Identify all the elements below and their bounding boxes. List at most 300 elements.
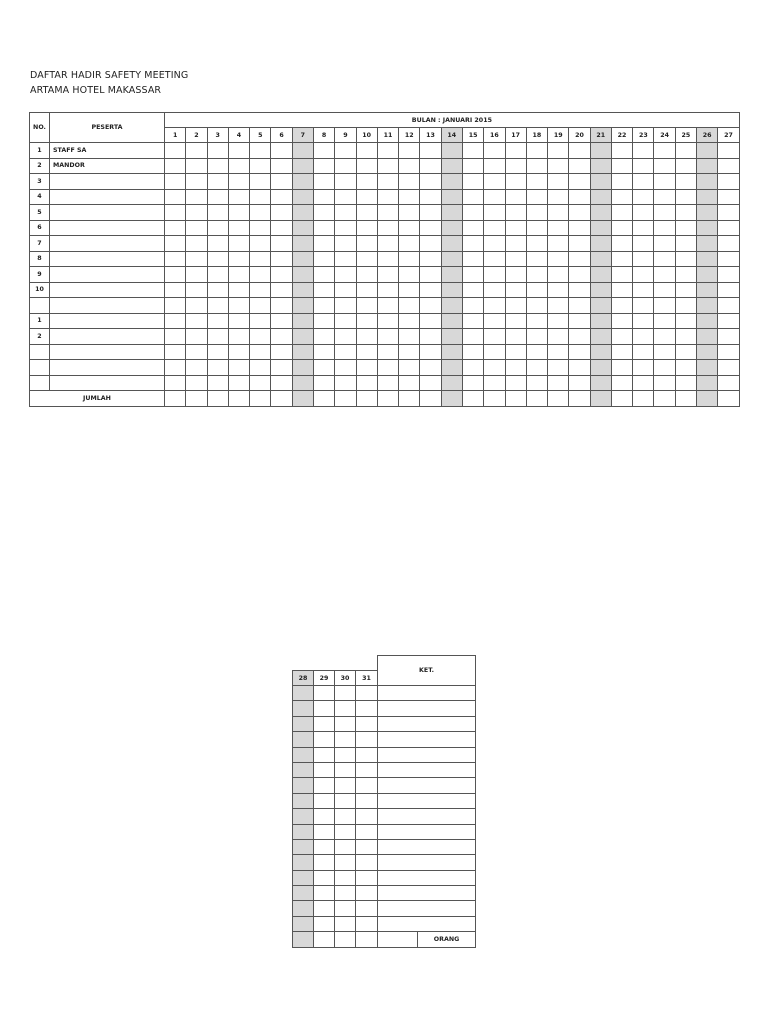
table-row [30, 313, 740, 329]
continuation-header-row [293, 656, 476, 671]
attendance-cell [186, 174, 207, 190]
attendance-cell [611, 360, 632, 376]
attendance-cell [356, 839, 378, 854]
participant-name [50, 375, 165, 391]
attendance-cell [356, 701, 378, 716]
attendance-cell [207, 174, 228, 190]
attendance-cell [548, 313, 569, 329]
attendance-cell [207, 375, 228, 391]
attendance-cell [548, 220, 569, 236]
attendance-cell [356, 143, 377, 159]
attendance-cell [207, 313, 228, 329]
total-cell [569, 391, 590, 407]
attendance-cell [505, 313, 526, 329]
attendance-cell [526, 143, 547, 159]
attendance-cell [718, 282, 739, 298]
row-number: 2 [30, 158, 50, 174]
attendance-cell [335, 344, 356, 360]
attendance-cell [335, 236, 356, 252]
table-row [293, 716, 476, 731]
ket-cell [378, 716, 476, 731]
attendance-cell [420, 189, 441, 205]
attendance-cell [654, 298, 675, 314]
attendance-cell [441, 298, 462, 314]
attendance-cell [207, 298, 228, 314]
attendance-cell [250, 236, 271, 252]
table-row [30, 143, 740, 159]
total-cell [548, 391, 569, 407]
total-cell [271, 391, 292, 407]
attendance-cell [399, 360, 420, 376]
attendance-cell [292, 158, 313, 174]
total-cell [484, 391, 505, 407]
attendance-cell [462, 360, 483, 376]
day-header: 6 [271, 128, 292, 143]
attendance-cell [356, 251, 377, 267]
attendance-cell [314, 824, 335, 839]
participant-name [50, 251, 165, 267]
attendance-cell [250, 375, 271, 391]
total-cell [441, 391, 462, 407]
attendance-cell [228, 220, 249, 236]
attendance-cell [335, 747, 356, 762]
attendance-cell [441, 360, 462, 376]
day-header: 11 [377, 128, 398, 143]
attendance-cell [505, 329, 526, 345]
attendance-cell [654, 174, 675, 190]
day-header: 22 [611, 128, 632, 143]
attendance-cell [271, 189, 292, 205]
attendance-cell [548, 329, 569, 345]
attendance-cell [335, 298, 356, 314]
attendance-cell [548, 375, 569, 391]
attendance-cell [505, 158, 526, 174]
attendance-cell [314, 901, 335, 916]
participant-name [50, 174, 165, 190]
attendance-cell [420, 158, 441, 174]
attendance-cell [654, 205, 675, 221]
attendance-cell [165, 174, 186, 190]
participant-name [50, 267, 165, 283]
table-row [30, 298, 740, 314]
attendance-cell [633, 267, 654, 283]
ket-cell [378, 762, 476, 777]
table-row [30, 267, 740, 283]
attendance-cell [633, 251, 654, 267]
attendance-cell [462, 143, 483, 159]
attendance-cell [718, 220, 739, 236]
attendance-cell [313, 220, 334, 236]
attendance-cell [271, 158, 292, 174]
participant-name: STAFF SA [50, 143, 165, 159]
attendance-cell [633, 158, 654, 174]
attendance-cell [356, 855, 378, 870]
attendance-cell [697, 282, 718, 298]
attendance-cell [697, 267, 718, 283]
attendance-cell [718, 143, 739, 159]
attendance-cell [228, 251, 249, 267]
attendance-cell [484, 205, 505, 221]
day-header: 9 [335, 128, 356, 143]
attendance-cell [186, 360, 207, 376]
attendance-cell [228, 344, 249, 360]
attendance-cell [292, 236, 313, 252]
attendance-cell [611, 344, 632, 360]
attendance-cell [335, 174, 356, 190]
total-cell [165, 391, 186, 407]
row-number: 7 [30, 236, 50, 252]
attendance-cell [675, 251, 696, 267]
attendance-cell [633, 329, 654, 345]
attendance-cell [441, 375, 462, 391]
day-header: 13 [420, 128, 441, 143]
attendance-cell [335, 716, 356, 731]
attendance-cell [462, 174, 483, 190]
attendance-cell [697, 298, 718, 314]
attendance-cell [718, 236, 739, 252]
table-row [293, 732, 476, 747]
attendance-cell [399, 313, 420, 329]
attendance-cell [335, 809, 356, 824]
attendance-cell [462, 313, 483, 329]
attendance-cell [484, 360, 505, 376]
attendance-cell [569, 375, 590, 391]
ket-cell [378, 916, 476, 931]
attendance-cell [484, 220, 505, 236]
attendance-cell [441, 143, 462, 159]
attendance-cell [462, 267, 483, 283]
attendance-cell [271, 174, 292, 190]
attendance-cell [441, 205, 462, 221]
participant-name [50, 360, 165, 376]
document-subtitle: ARTAMA HOTEL MAKASSAR [30, 85, 162, 96]
attendance-cell [462, 282, 483, 298]
day-header: 29 [314, 671, 335, 686]
attendance-cell [420, 329, 441, 345]
attendance-cell [335, 267, 356, 283]
attendance-cell [335, 686, 356, 701]
attendance-cell [250, 282, 271, 298]
attendance-cell [186, 282, 207, 298]
attendance-cell [420, 267, 441, 283]
attendance-cell [356, 329, 377, 345]
day-header: 20 [569, 128, 590, 143]
attendance-cell [505, 236, 526, 252]
attendance-cell [633, 360, 654, 376]
attendance-cell [228, 282, 249, 298]
participant-name [50, 220, 165, 236]
attendance-cell [654, 282, 675, 298]
attendance-cell [314, 886, 335, 901]
attendance-cell [207, 360, 228, 376]
attendance-cell [271, 298, 292, 314]
ket-cell [378, 870, 476, 885]
table-row [293, 901, 476, 916]
attendance-cell [293, 701, 314, 716]
attendance-cell [420, 143, 441, 159]
attendance-cell [484, 329, 505, 345]
attendance-cell [228, 329, 249, 345]
attendance-cell [250, 189, 271, 205]
attendance-cell [590, 282, 611, 298]
ket-cell [378, 855, 476, 870]
attendance-cell [718, 375, 739, 391]
attendance-cell [377, 282, 398, 298]
attendance-cell [271, 236, 292, 252]
attendance-cell [356, 870, 378, 885]
attendance-cell [314, 916, 335, 931]
attendance-cell [548, 189, 569, 205]
total-cell [356, 932, 378, 947]
ket-cell [378, 901, 476, 916]
day-header: 12 [399, 128, 420, 143]
attendance-cell [611, 220, 632, 236]
total-count-cell [378, 932, 418, 947]
attendance-cell [165, 360, 186, 376]
attendance-cell [569, 143, 590, 159]
attendance-cell [697, 313, 718, 329]
attendance-cell [675, 220, 696, 236]
attendance-cell [292, 344, 313, 360]
attendance-cell [186, 313, 207, 329]
col-header-ket: KET. [378, 656, 476, 686]
attendance-cell [377, 189, 398, 205]
attendance-cell [590, 189, 611, 205]
attendance-cell [462, 158, 483, 174]
total-cell [293, 932, 314, 947]
attendance-cell [718, 298, 739, 314]
row-number: 2 [30, 329, 50, 345]
attendance-cell [207, 329, 228, 345]
attendance-cell [165, 251, 186, 267]
total-cell [228, 391, 249, 407]
attendance-cell [293, 716, 314, 731]
attendance-cell [697, 360, 718, 376]
attendance-cell [569, 205, 590, 221]
attendance-cell [633, 344, 654, 360]
attendance-cell [356, 778, 378, 793]
attendance-cell [590, 313, 611, 329]
attendance-cell [654, 143, 675, 159]
row-number [30, 360, 50, 376]
attendance-cell [484, 158, 505, 174]
attendance-cell [271, 282, 292, 298]
col-header-no: NO. [30, 113, 50, 143]
attendance-cell [441, 313, 462, 329]
attendance-cell [399, 282, 420, 298]
attendance-cell [441, 236, 462, 252]
attendance-cell [611, 329, 632, 345]
attendance-cell [548, 236, 569, 252]
attendance-cell [377, 251, 398, 267]
attendance-cell [718, 344, 739, 360]
day-header: 3 [207, 128, 228, 143]
attendance-cell [654, 220, 675, 236]
attendance-cell [718, 205, 739, 221]
participant-name [50, 189, 165, 205]
table-row [293, 747, 476, 762]
attendance-cell [293, 747, 314, 762]
attendance-cell [293, 809, 314, 824]
attendance-cell [399, 344, 420, 360]
attendance-cell [611, 375, 632, 391]
attendance-cell [675, 360, 696, 376]
total-cell [697, 391, 718, 407]
attendance-cell [718, 251, 739, 267]
total-cell [314, 932, 335, 947]
attendance-cell [399, 220, 420, 236]
attendance-cell [335, 158, 356, 174]
attendance-cell [505, 189, 526, 205]
attendance-cell [377, 267, 398, 283]
document-title: DAFTAR HADIR SAFETY MEETING [30, 70, 189, 81]
attendance-cell [377, 236, 398, 252]
participant-name [50, 313, 165, 329]
table-row [293, 839, 476, 854]
attendance-cell [420, 375, 441, 391]
attendance-cell [292, 143, 313, 159]
attendance-cell [292, 282, 313, 298]
attendance-cell [356, 762, 378, 777]
attendance-cell [271, 329, 292, 345]
day-header: 21 [590, 128, 611, 143]
attendance-cell [462, 236, 483, 252]
attendance-cell [186, 375, 207, 391]
attendance-cell [186, 329, 207, 345]
attendance-cell [228, 298, 249, 314]
attendance-cell [335, 329, 356, 345]
col-header-peserta: PESERTA [50, 113, 165, 143]
attendance-cell [335, 732, 356, 747]
attendance-cell [399, 189, 420, 205]
attendance-cell [441, 189, 462, 205]
attendance-cell [377, 298, 398, 314]
table-row [30, 174, 740, 190]
attendance-cell [590, 143, 611, 159]
table-row [30, 360, 740, 376]
attendance-cell [675, 143, 696, 159]
total-unit-label: ORANG [418, 932, 476, 947]
attendance-cell [526, 158, 547, 174]
attendance-cell [165, 205, 186, 221]
attendance-cell [441, 344, 462, 360]
attendance-cell [675, 344, 696, 360]
attendance-cell [718, 360, 739, 376]
attendance-cell [377, 143, 398, 159]
ket-cell [378, 686, 476, 701]
attendance-table [29, 112, 740, 407]
attendance-cell [399, 251, 420, 267]
attendance-cell [590, 158, 611, 174]
attendance-cell [697, 143, 718, 159]
row-number: 4 [30, 189, 50, 205]
attendance-cell [207, 267, 228, 283]
attendance-cell [697, 375, 718, 391]
attendance-cell [611, 143, 632, 159]
attendance-cell [611, 313, 632, 329]
attendance-cell [313, 236, 334, 252]
attendance-cell [569, 298, 590, 314]
table-row [30, 205, 740, 221]
attendance-cell [165, 189, 186, 205]
attendance-cell [356, 282, 377, 298]
attendance-cell [548, 344, 569, 360]
attendance-cell [356, 220, 377, 236]
day-header: 4 [228, 128, 249, 143]
day-header: 19 [548, 128, 569, 143]
attendance-cell [293, 839, 314, 854]
attendance-cell [313, 251, 334, 267]
attendance-cell [526, 236, 547, 252]
day-header: 16 [484, 128, 505, 143]
attendance-cell [356, 686, 378, 701]
attendance-cell [165, 329, 186, 345]
attendance-cell [548, 251, 569, 267]
total-cell [207, 391, 228, 407]
attendance-cell [399, 236, 420, 252]
attendance-cell [675, 267, 696, 283]
attendance-cell [675, 158, 696, 174]
attendance-cell [611, 267, 632, 283]
attendance-cell [186, 236, 207, 252]
table-row [30, 158, 740, 174]
attendance-cell [250, 344, 271, 360]
attendance-cell [314, 839, 335, 854]
attendance-cell [186, 143, 207, 159]
table-row [293, 762, 476, 777]
attendance-cell [462, 251, 483, 267]
attendance-cell [335, 901, 356, 916]
attendance-cell [654, 375, 675, 391]
attendance-cell [718, 158, 739, 174]
attendance-cell [165, 143, 186, 159]
attendance-cell [207, 220, 228, 236]
attendance-cell [633, 189, 654, 205]
total-cell [505, 391, 526, 407]
participant-name [50, 298, 165, 314]
row-number: 6 [30, 220, 50, 236]
participant-name [50, 282, 165, 298]
attendance-cell [207, 251, 228, 267]
attendance-cell [335, 282, 356, 298]
table-row [293, 701, 476, 716]
table-row [293, 809, 476, 824]
attendance-cell [186, 205, 207, 221]
attendance-cell [377, 360, 398, 376]
attendance-cell [313, 375, 334, 391]
attendance-cell [718, 174, 739, 190]
participant-name: MANDOR [50, 158, 165, 174]
attendance-cell [335, 886, 356, 901]
attendance-cell [207, 158, 228, 174]
attendance-cell [335, 793, 356, 808]
attendance-cell [505, 282, 526, 298]
attendance-cell [228, 236, 249, 252]
attendance-cell [697, 205, 718, 221]
attendance-cell [356, 344, 377, 360]
attendance-cell [271, 360, 292, 376]
attendance-cell [505, 205, 526, 221]
attendance-cell [569, 329, 590, 345]
participant-name [50, 236, 165, 252]
attendance-cell [293, 916, 314, 931]
attendance-cell [293, 870, 314, 885]
attendance-cell [271, 375, 292, 391]
attendance-cell [356, 298, 377, 314]
attendance-cell [462, 329, 483, 345]
attendance-cell [293, 886, 314, 901]
attendance-cell [420, 205, 441, 221]
